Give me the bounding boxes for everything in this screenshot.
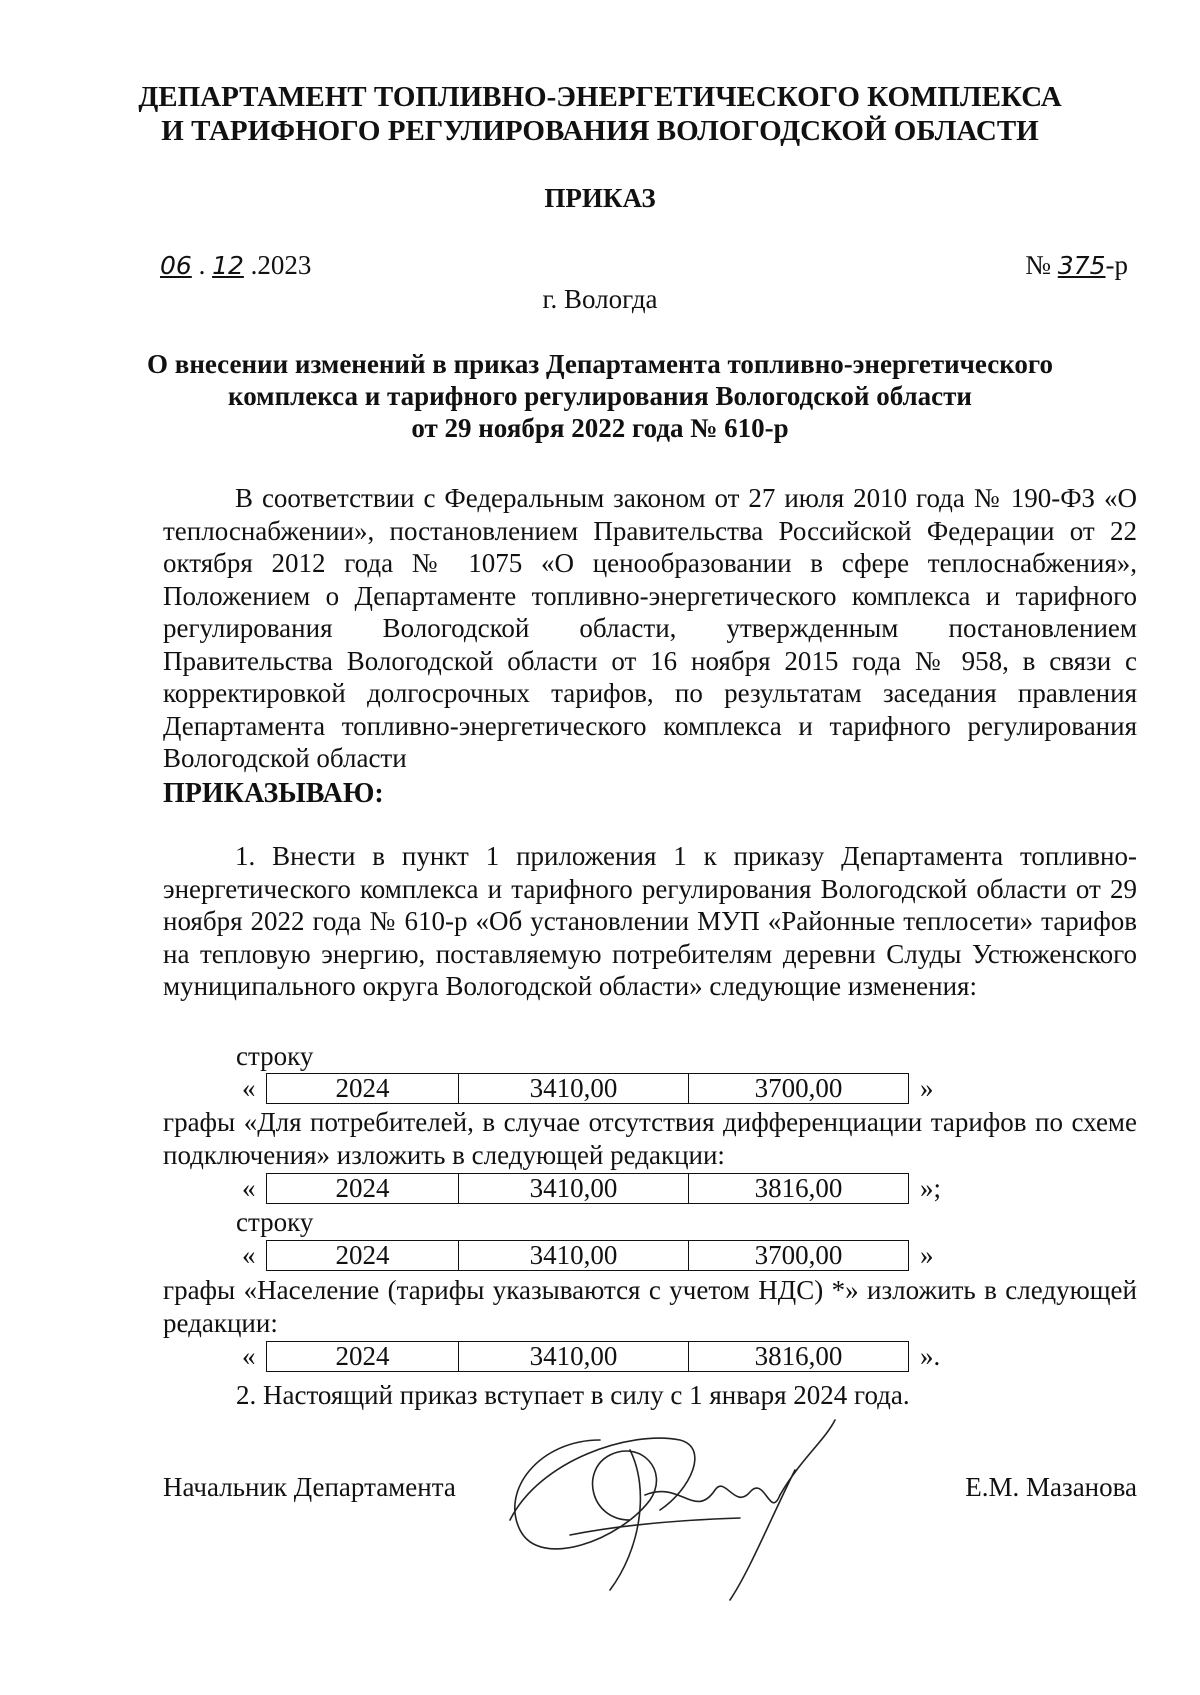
subject-line-2: комплекса и тарифного регулирования Вологодской области (228, 381, 972, 411)
quote-open: « (242, 1073, 256, 1103)
preamble-paragraph: В соответствии с Федеральным законом от 27 июля 2010 года № 190-ФЗ «О теплоснабжении», постановлением Правительства Российской Федерации от 22 октября 2012 года № 1075 «О ценообразовании в сфере теплоснабжения», Положением о Департаменте топливно-энергетического комплекса и тарифного регулирования Вологодской области, утвержденным постановлением Правительства Вологодской области от 16 ноября 2015 года № 958, в связи с корректировкой долгосрочных тарифов, по результатам заседания правления Департамента топливно-энергетического комплекса и тарифного регулирования Вологодской области (163, 483, 1137, 773)
replace-text-2: графы «Население (тарифы указываются с учетом НДС) *» изложить в следующей редакции: (163, 1275, 1137, 1338)
tariff-year-cell: 2024 (267, 1342, 459, 1371)
tariff-value-1-cell: 3410,00 (459, 1174, 689, 1203)
handwritten-signature (480, 1400, 880, 1610)
date-month: 12 (212, 251, 244, 280)
tariff-value-2-cell: 3816,00 (754, 1173, 843, 1203)
tariff-value-2-cell: 3700,00 (754, 1240, 843, 1270)
tariff-cells (266, 1341, 909, 1372)
order-subject (130, 348, 1070, 444)
quote-close: ». (920, 1341, 941, 1371)
tariff-cells (266, 1240, 909, 1271)
quote-close: » (920, 1240, 934, 1270)
tariff-year-cell: 2024 (267, 1074, 459, 1103)
date-year: .2023 (250, 250, 312, 280)
department-line-2: И ТАРИФНОГО РЕГУЛИРОВАНИЯ ВОЛОГОДСКОЙ ОБЛАСТИ (161, 115, 1039, 147)
date-day: 06 (160, 251, 192, 280)
quote-open: « (242, 1341, 256, 1371)
stroka-label-1: строку (236, 1041, 314, 1071)
tariff-value-1-cell: 3410,00 (459, 1342, 689, 1371)
order-number (1025, 250, 1128, 281)
quote-open: « (242, 1240, 256, 1270)
quote-close: »; (920, 1173, 942, 1203)
number-value: 375 (1057, 251, 1106, 280)
tariff-cells (266, 1173, 909, 1204)
tariff-value-2-cell: 3816,00 (754, 1341, 843, 1371)
tariff-value-1-cell: 3410,00 (459, 1241, 689, 1270)
tariff-year-cell: 2024 (267, 1241, 459, 1270)
subject-line-3: от 29 ноября 2022 года № 610-р (411, 413, 789, 443)
department-heading (100, 80, 1100, 148)
tariff-year-cell: 2024 (267, 1174, 459, 1203)
tariff-value-2-cell: 3700,00 (754, 1073, 843, 1103)
order-word: ПРИКАЗЫВАЮ: (163, 778, 384, 809)
item-1-paragraph: 1. Внести в пункт 1 приложения 1 к приказу Департамента топливно-энергетического комплекса и тарифного регулирования Вологодской области от 29 ноября 2022 года № 610-р «Об установлении МУП «Районные теплосети» тарифов на тепловую энергию, поставляемую потребителям деревни Слуды Устюженского муниципального округа Вологодской области» следующие изменения: (163, 841, 1137, 1001)
department-line-1: ДЕПАРТАМЕНТ ТОПЛИВНО-ЭНЕРГЕТИЧЕСКОГО КОМПЛЕКСА (138, 81, 1062, 113)
document-type: ПРИКАЗ (544, 183, 656, 213)
stroka-label-2: строку (236, 1207, 314, 1237)
tariff-cells (266, 1073, 909, 1104)
subject-line-1: О внесении изменений в приказ Департамента топливно-энергетического (146, 349, 1053, 379)
quote-close: » (920, 1073, 934, 1103)
replace-text-1: графы «Для потребителей, в случае отсутствия дифференциации тарифов по схеме подключения» изложить в следующей редакции: (163, 1107, 1137, 1170)
item-2-paragraph: 2. Настоящий приказ вступает в силу с 1 января 2024 года. (236, 1380, 910, 1410)
number-prefix: № (1025, 250, 1058, 280)
number-suffix: -р (1105, 250, 1128, 280)
signatory-title: Начальник Департамента (163, 1472, 456, 1502)
city: г. Вологда (542, 284, 658, 314)
signatory-name: Е.М. Мазанова (965, 1472, 1137, 1502)
order-date: 06 . 12 .2023 (160, 250, 312, 280)
tariff-value-1-cell: 3410,00 (459, 1074, 689, 1103)
quote-open: « (242, 1173, 256, 1203)
